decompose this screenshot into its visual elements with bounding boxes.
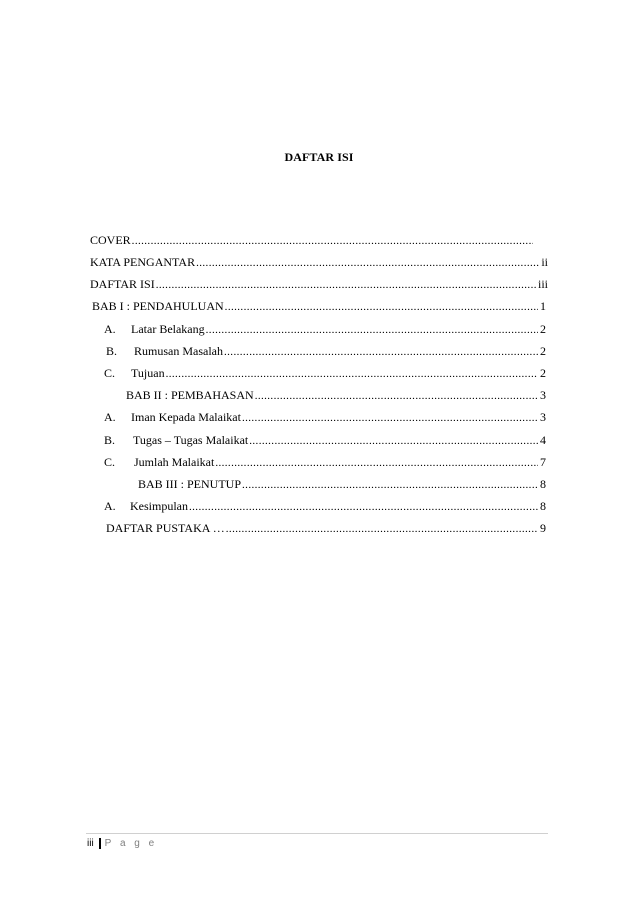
toc-entry-page: ii <box>541 255 548 269</box>
footer-separator <box>99 838 101 849</box>
toc-entry-label: Iman Kepada Malaikat <box>131 410 241 424</box>
toc-entry-number: B. <box>104 433 116 447</box>
toc-leader-dots <box>255 388 538 404</box>
toc-entry-kesimpulan <box>104 498 546 514</box>
toc-entry-label: KATA PENGANTAR <box>90 255 196 269</box>
toc-entry-page: 7 <box>540 455 546 469</box>
toc-entry-number: C. <box>104 455 116 469</box>
toc-entry-bab-3 <box>138 476 546 492</box>
toc-entry-iman-kepada-malaikat <box>104 409 546 425</box>
toc-entry-daftar-pustaka <box>106 520 546 536</box>
toc-entry-page: 1 <box>540 299 546 313</box>
toc-leader-dots <box>226 521 538 537</box>
toc-entry-page: 2 <box>540 366 546 380</box>
toc-entry-label: BAB II : PEMBAHASAN <box>126 388 254 402</box>
toc-entry-number: C. <box>104 366 116 380</box>
toc-entry-page: 8 <box>540 499 546 513</box>
toc-entry-page: 9 <box>540 521 546 535</box>
toc-entry-label: Jumlah Malaikat <box>134 455 215 469</box>
toc-entry-page: 3 <box>540 388 546 402</box>
toc-leader-dots <box>249 433 538 449</box>
toc-entry-page: 4 <box>540 433 546 447</box>
toc-entry-label: BAB I : PENDAHULUAN <box>92 299 224 313</box>
toc-leader-dots <box>166 366 538 382</box>
toc-entry-daftar-isi <box>90 276 548 292</box>
toc-entry-label: Tujuan <box>131 366 165 380</box>
toc-leader-dots <box>242 410 538 426</box>
toc-entry-label: Rumusan Masalah <box>134 344 223 358</box>
toc-entry-label: Latar Belakang <box>131 322 205 336</box>
toc-leader-dots <box>224 344 538 360</box>
toc-entry-number: A. <box>104 410 116 424</box>
toc-entry-tujuan <box>104 365 546 381</box>
toc-entry-rumusan-masalah <box>106 343 546 359</box>
toc-entry-number: A. <box>104 499 116 513</box>
toc-entry-label: DAFTAR PUSTAKA … <box>106 521 225 535</box>
footer-page-word: P a g e <box>104 838 158 849</box>
toc-leader-dots <box>215 455 538 471</box>
toc-entry-cover <box>90 232 535 248</box>
toc-leader-dots <box>132 233 533 249</box>
toc-leader-dots <box>206 322 538 338</box>
toc-entry-label: COVER <box>90 233 131 247</box>
toc-leader-dots <box>225 299 538 315</box>
toc-entry-bab-2 <box>126 387 546 403</box>
footer-divider <box>86 833 548 834</box>
toc-entry-label: BAB III : PENUTUP <box>138 477 242 491</box>
toc-leader-dots <box>242 477 538 493</box>
toc-entry-number: B. <box>106 344 118 358</box>
toc-entry-page: 8 <box>540 477 546 491</box>
toc-entry-jumlah-malaikat <box>104 454 546 470</box>
toc-leader-dots <box>189 499 538 515</box>
toc-entry-number: A. <box>104 322 116 336</box>
toc-entry-latar-belakang <box>104 321 546 337</box>
toc-entry-label: Tugas – Tugas Malaikat <box>133 433 249 447</box>
toc-entry-bab-1 <box>92 298 546 314</box>
toc-entry-label: Kesimpulan <box>130 499 188 513</box>
toc-entry-page: 3 <box>540 410 546 424</box>
toc-entry-label: DAFTAR ISI <box>90 277 155 291</box>
toc-leader-dots <box>196 255 539 271</box>
page-title: DAFTAR ISI <box>284 150 354 164</box>
toc-entry-page: 2 <box>540 322 546 336</box>
toc-entry-tugas-malaikat <box>104 432 546 448</box>
toc-entry-page: iii <box>537 277 548 291</box>
toc-entry-kata-pengantar <box>90 254 548 270</box>
footer-page-number: iii <box>87 838 94 849</box>
toc-entry-page: 2 <box>540 344 546 358</box>
toc-leader-dots <box>156 277 536 293</box>
page-footer <box>87 838 157 849</box>
